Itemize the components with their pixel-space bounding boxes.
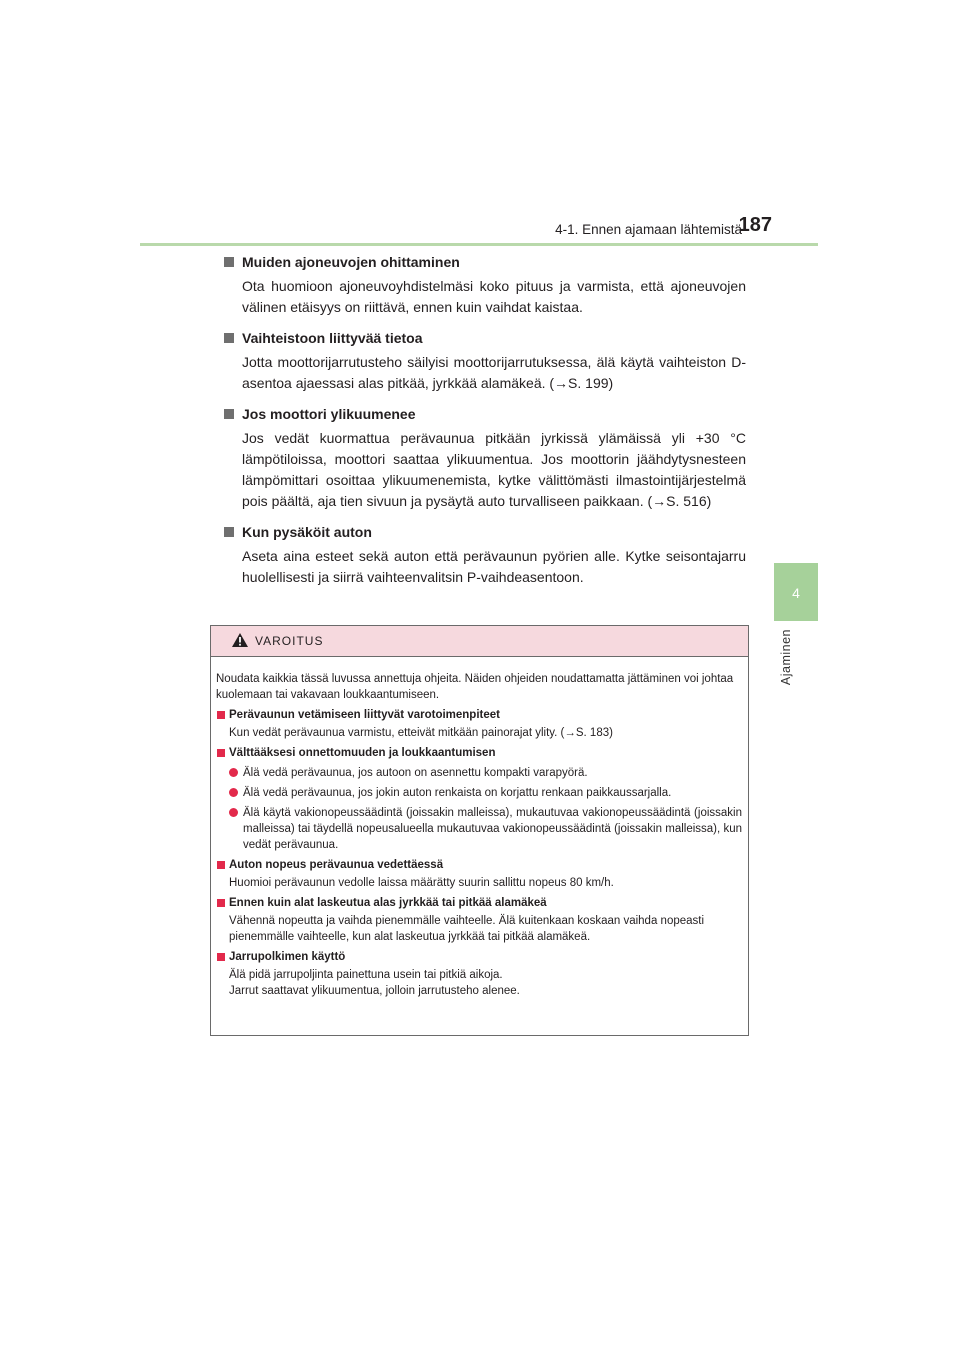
section-heading: Jos moottori ylikuumenee bbox=[222, 404, 746, 424]
warning-section bbox=[216, 707, 742, 741]
warning-box bbox=[210, 625, 749, 1036]
round-bullet-icon bbox=[229, 808, 238, 817]
list-item: Älä vedä perävaunua, jos autoon on asennettu kompakti varapyörä. bbox=[243, 765, 742, 781]
section-heading: Vaihteistoon liittyvää tietoa bbox=[222, 328, 746, 348]
section-text: Ota huomioon ajoneuvoyhdistelmäsi koko pituus ja varmista, että ajoneuvojen välinen etäisyys on riittävä, ennen kuin vaihdat kaistaa. bbox=[242, 278, 746, 315]
square-bullet-icon bbox=[224, 527, 234, 537]
warning-section bbox=[216, 857, 742, 891]
chapter-label-strip bbox=[774, 621, 818, 713]
round-bullet-icon bbox=[229, 768, 238, 777]
section-text: Jos vedät kuormattua perävaunua pitkään jyrkissä ylämäissä yli +30 °C lämpötiloissa, moottori saattaa ylikuumentua. Jos moottorin jäähdytysnesteen lämpömittari osoittaa ylikuumenemista, kytke välittömästi ilmastointijärjestelmä pois päältä, aja tien sivuun ja pysäytä auto turvalliseen paikkaan. (→S. 516) bbox=[242, 430, 746, 509]
warning-section-title: Ennen kuin alat laskeutua alas jyrkkää tai pitkää alamäkeä bbox=[216, 895, 742, 911]
warning-section-text: Huomioi perävaunun vedolle laissa määrätty suurin sallittu nopeus 80 km/h. bbox=[229, 877, 614, 889]
warning-section-title: Välttääksesi onnettomuuden ja loukkaantumisen bbox=[216, 745, 742, 761]
section-heading: Muiden ajoneuvojen ohittaminen bbox=[222, 252, 746, 272]
warning-section bbox=[216, 949, 742, 999]
warning-section bbox=[216, 895, 742, 945]
warning-section-text: Kun vedät perävaunua varmistu, etteivät mitkään painorajat ylity. (→S. 183) bbox=[229, 727, 613, 739]
warning-section-title: Perävaunun vetämiseen liittyvät varotoimenpiteet bbox=[216, 707, 742, 723]
chapter-label: Ajaminen bbox=[779, 629, 793, 686]
section-text: Aseta aina esteet sekä auton että perävaunun pyörien alle. Kytke seisontajarru huolellisesti ja siirrä vaihteenvalitsin P-vaihdeasentoon. bbox=[242, 548, 746, 585]
section-block bbox=[222, 252, 746, 318]
warning-section-title: Auton nopeus perävaunua vedettäessä bbox=[216, 857, 742, 873]
square-bullet-icon bbox=[217, 861, 225, 869]
section-block bbox=[222, 522, 746, 588]
section-block bbox=[222, 328, 746, 394]
warning-intro: Noudata kaikkia tässä luvussa annettuja ohjeita. Näiden ohjeiden noudattamatta jättäminen voi johtaa kuolemaan tai vakavaan loukkaantumiseen. bbox=[216, 673, 734, 701]
square-bullet-icon bbox=[217, 953, 225, 961]
square-bullet-icon bbox=[224, 257, 234, 267]
list-item: Älä vedä perävaunua, jos jokin auton renkaista on korjattu renkaan paikkaussarjalla. bbox=[243, 785, 742, 801]
square-bullet-icon bbox=[217, 899, 225, 907]
main-content bbox=[222, 252, 746, 598]
warning-heading: VAROITUS bbox=[255, 634, 324, 648]
section-title: 4-1. Ennen ajamaan lähtemistä bbox=[555, 222, 742, 237]
warning-body bbox=[211, 657, 748, 999]
section-text: Jotta moottorijarrutusteho säilyisi moottorijarrutuksessa, älä käytä vaihteiston D-asentoa ajaessasi alas pitkää, jyrkkää alamäkeä. (→S. 199) bbox=[242, 354, 746, 391]
warning-header bbox=[211, 626, 748, 657]
chapter-tab bbox=[774, 563, 818, 621]
warning-triangle-icon bbox=[231, 632, 249, 648]
chapter-number: 4 bbox=[792, 585, 800, 601]
page-header bbox=[140, 212, 818, 246]
warning-section-text: Älä pidä jarrupoljinta painettuna usein tai pitkiä aikoja. Jarrut saattavat ylikuumentua, jolloin jarrutusteho alenee. bbox=[229, 969, 520, 997]
square-bullet-icon bbox=[224, 333, 234, 343]
section-heading: Kun pysäköit auton bbox=[222, 522, 746, 542]
list-item: Älä käytä vakionopeussäädintä (joissakin malleissa), mukautuvaa vakionopeussäädintä (joissakin malleissa) tai täydellä nopeusalueella mukautuvaa vakionopeussäädintä (joissakin malleissa), kun vedät perävaunua. bbox=[243, 805, 742, 853]
square-bullet-icon bbox=[217, 711, 225, 719]
section-block bbox=[222, 404, 746, 512]
warning-section bbox=[216, 745, 742, 853]
warning-section-title: Jarrupolkimen käyttö bbox=[216, 949, 742, 965]
page-number: 187 bbox=[738, 214, 772, 236]
square-bullet-icon bbox=[217, 749, 225, 757]
round-bullet-icon bbox=[229, 788, 238, 797]
header-rule bbox=[140, 243, 818, 246]
square-bullet-icon bbox=[224, 409, 234, 419]
warning-section-text: Vähennä nopeutta ja vaihda pienemmälle vaihteelle. Älä kuitenkaan koskaan vaihda nopeasti pienemmälle vaihteelle, kun alat laskeutua jyrkkää tai pitkää alamäkeä. bbox=[229, 915, 705, 943]
